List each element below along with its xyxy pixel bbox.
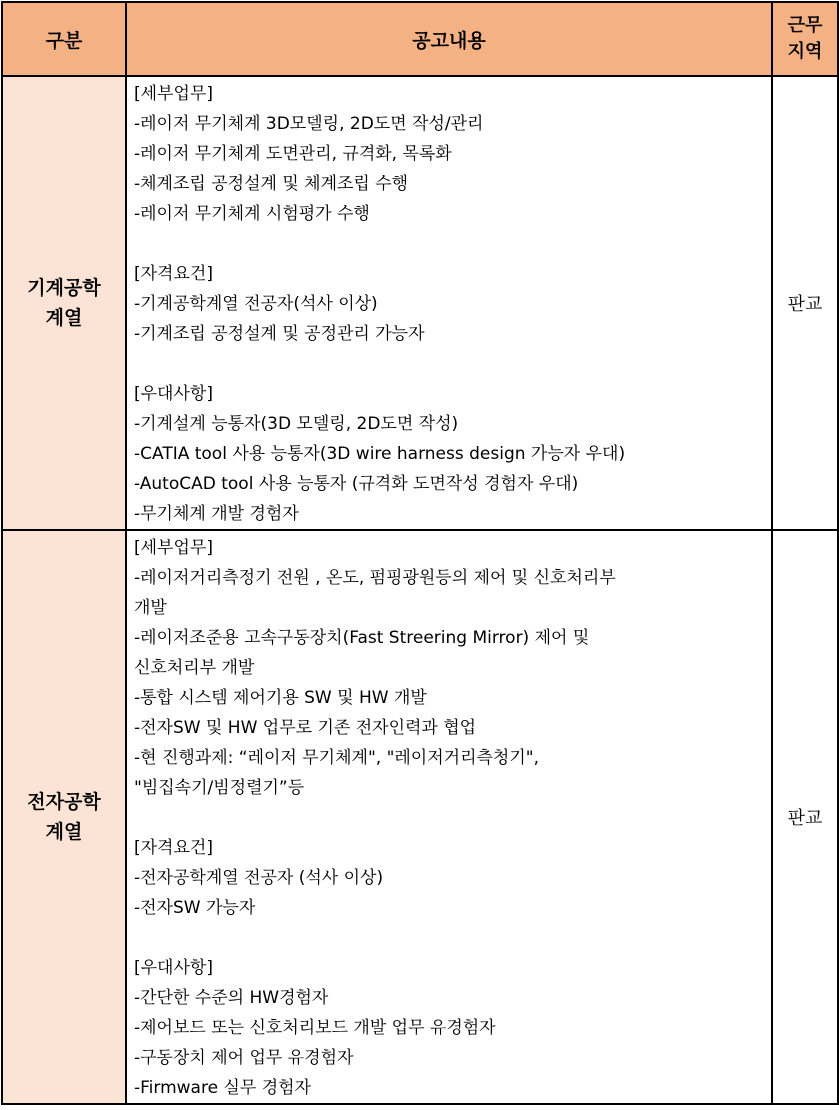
category-cell <box>2 76 126 530</box>
content-line: -전자공학계열 전공자 (석사 이상) <box>134 868 384 888</box>
job-posting-table <box>1 1 839 1105</box>
content-line: [세부업무] <box>134 538 213 558</box>
header-row <box>2 2 838 76</box>
content-line: -구동장치 제어 업무 유경험자 <box>134 1048 354 1068</box>
region-cell: 판교 <box>772 76 838 530</box>
header-category: 구분 <box>2 2 126 76</box>
content-line: [세부업무] <box>134 84 213 104</box>
content-line: -전자SW 및 HW 업무로 기존 전자인력과 협업 <box>134 718 477 738</box>
content-line: -레이저거리측정기 전원 , 온도, 펌핑광원등의 제어 및 신호처리부 <box>134 568 616 588</box>
content-line: -AutoCAD tool 사용 능통자 (규격화 도면작성 경험자 우대) <box>134 474 579 494</box>
content-line: [자격요건] <box>134 264 213 284</box>
content-line <box>134 229 765 259</box>
content-line: -기계설계 능통자(3D 모델링, 2D도면 작성) <box>134 414 459 434</box>
content-line: [우대사항] <box>134 958 213 978</box>
content-line: 신호처리부 개발 <box>134 658 255 678</box>
content-line: -제어보드 또는 신호처리보드 개발 업무 유경험자 <box>134 1018 496 1038</box>
content-line: -CATIA tool 사용 능통자(3D wire harness design 가능자 우대) <box>134 444 626 464</box>
content-line <box>134 803 765 833</box>
category-line2: 계열 <box>45 821 83 843</box>
content-line: -통합 시스템 제어기용 SW 및 HW 개발 <box>134 688 427 708</box>
content-line: -무기체계 개발 경험자 <box>134 504 299 524</box>
content-line: -레이저 무기체계 도면관리, 규격화, 목록화 <box>134 144 452 164</box>
content-line: -레이저 무기체계 시험평가 수행 <box>134 204 370 224</box>
header-region-line2: 지역 <box>787 41 823 62</box>
region-cell: 판교 <box>772 530 838 1104</box>
content-line: -레이저 무기체계 3D모델링, 2D도면 작성/관리 <box>134 114 484 134</box>
content-line: -레이저조준용 고속구동장치(Fast Streering Mirror) 제어 및 <box>134 628 590 648</box>
category-line1: 기계공학 <box>27 277 101 299</box>
content-line: -체계조립 공정설계 및 체계조립 수행 <box>134 174 409 194</box>
content-line: -기계공학계열 전공자(석사 이상) <box>134 294 378 314</box>
category-line1: 전자공학 <box>27 791 101 813</box>
content-line <box>134 349 765 379</box>
content-line: -현 진행과제: “레이저 무기체계", "레이저거리측청기", <box>134 748 539 768</box>
category-line2: 계열 <box>45 307 83 329</box>
category-cell <box>2 530 126 1104</box>
table-row-electronic <box>2 530 838 1104</box>
content-line: -전자SW 가능자 <box>134 898 256 918</box>
header-region <box>772 2 838 76</box>
content-line: [우대사항] <box>134 384 213 404</box>
header-region-line1: 근무 <box>787 15 823 36</box>
content-cell <box>126 530 772 1104</box>
content-line: -Firmware 실무 경험자 <box>134 1078 311 1098</box>
content-line: [자격요건] <box>134 838 213 858</box>
content-line: -간단한 수준의 HW경험자 <box>134 988 329 1008</box>
table-row-mechanical <box>2 76 838 530</box>
content-cell <box>126 76 772 530</box>
content-line: -기계조립 공정설계 및 공정관리 가능자 <box>134 324 425 344</box>
content-line <box>134 923 765 953</box>
content-line: "빔집속기/빔정렬기”등 <box>134 778 305 798</box>
content-line: 개발 <box>134 598 167 618</box>
header-content: 공고내용 <box>126 2 772 76</box>
